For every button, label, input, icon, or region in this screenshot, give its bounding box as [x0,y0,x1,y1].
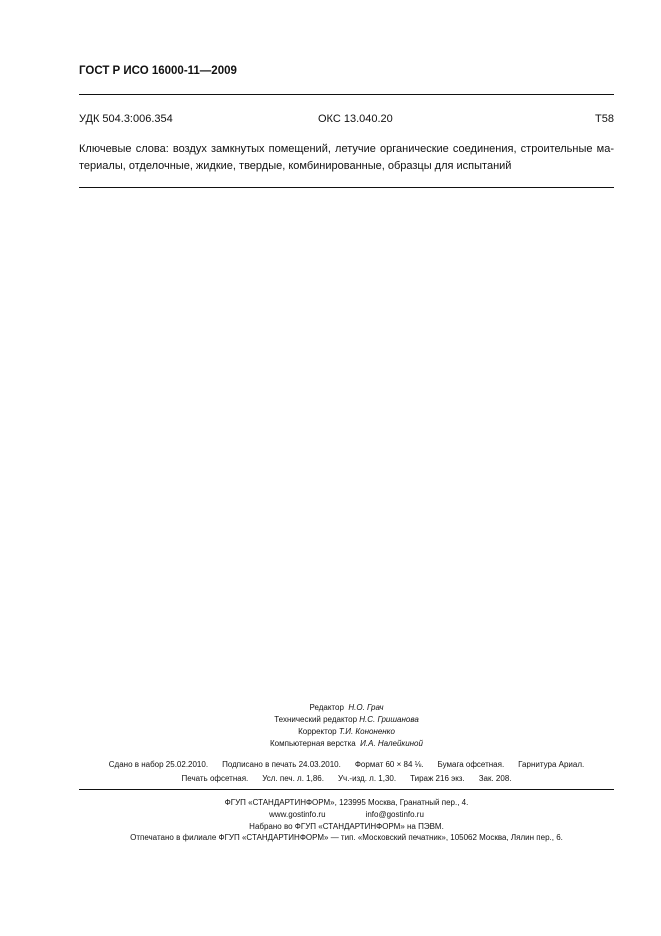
publisher-web: www.gostinfo.ru [269,810,326,819]
publisher-contacts [79,810,614,819]
oks-code: ОКС 13.040.20 [318,113,393,125]
divider [79,187,614,188]
divider [79,94,614,95]
udk-code: УДК 504.3:006.354 [79,113,173,125]
imprint-line-1: Сдано в набор 25.02.2010. Подписано в печать 24.03.2010. Формат 60 × 84 ⅛. Бумага офсетная. Гарнитура Ариал. [108,760,585,769]
credit-editor: Редактор Н.О. Грач [309,703,384,712]
credit-layout: Компьютерная верстка И.А. Налейкиной [270,739,423,748]
typeset-note: Набрано во ФГУП «СТАНДАРТИНФОРМ» на ПЭВМ. [249,822,444,831]
credit-tech-editor: Технический редактор Н.С. Гришанова [274,715,419,724]
standard-number: ГОСТ Р ИСО 16000-11—2009 [79,65,237,77]
credits [79,702,614,750]
credit-corrector: Корректор Т.И. Кононенко [298,727,395,736]
publisher-address: ФГУП «СТАНДАРТИНФОРМ», 123995 Москва, Гранатный пер., 4. [224,798,469,807]
printed-note: Отпечатано в филиале ФГУП «СТАНДАРТИНФОРМ» — тип. «Московский печатник», 105062 Москва, Лялин пер., 6. [130,833,563,842]
divider [79,789,614,790]
imprint-line-2: Печать офсетная. Усл. печ. л. 1,86. Уч.-изд. л. 1,30. Тираж 216 экз. Зак. 208. [181,774,512,783]
keywords: Ключевые слова: воздух замкнутых помещений, летучие органические соединения, строительные ма-териалы, отделочные, жидкие, твердые, комбинированные, образцы для испытаний [79,143,614,172]
group-code: Т58 [595,113,614,125]
publisher-email: info@gostinfo.ru [365,810,424,819]
